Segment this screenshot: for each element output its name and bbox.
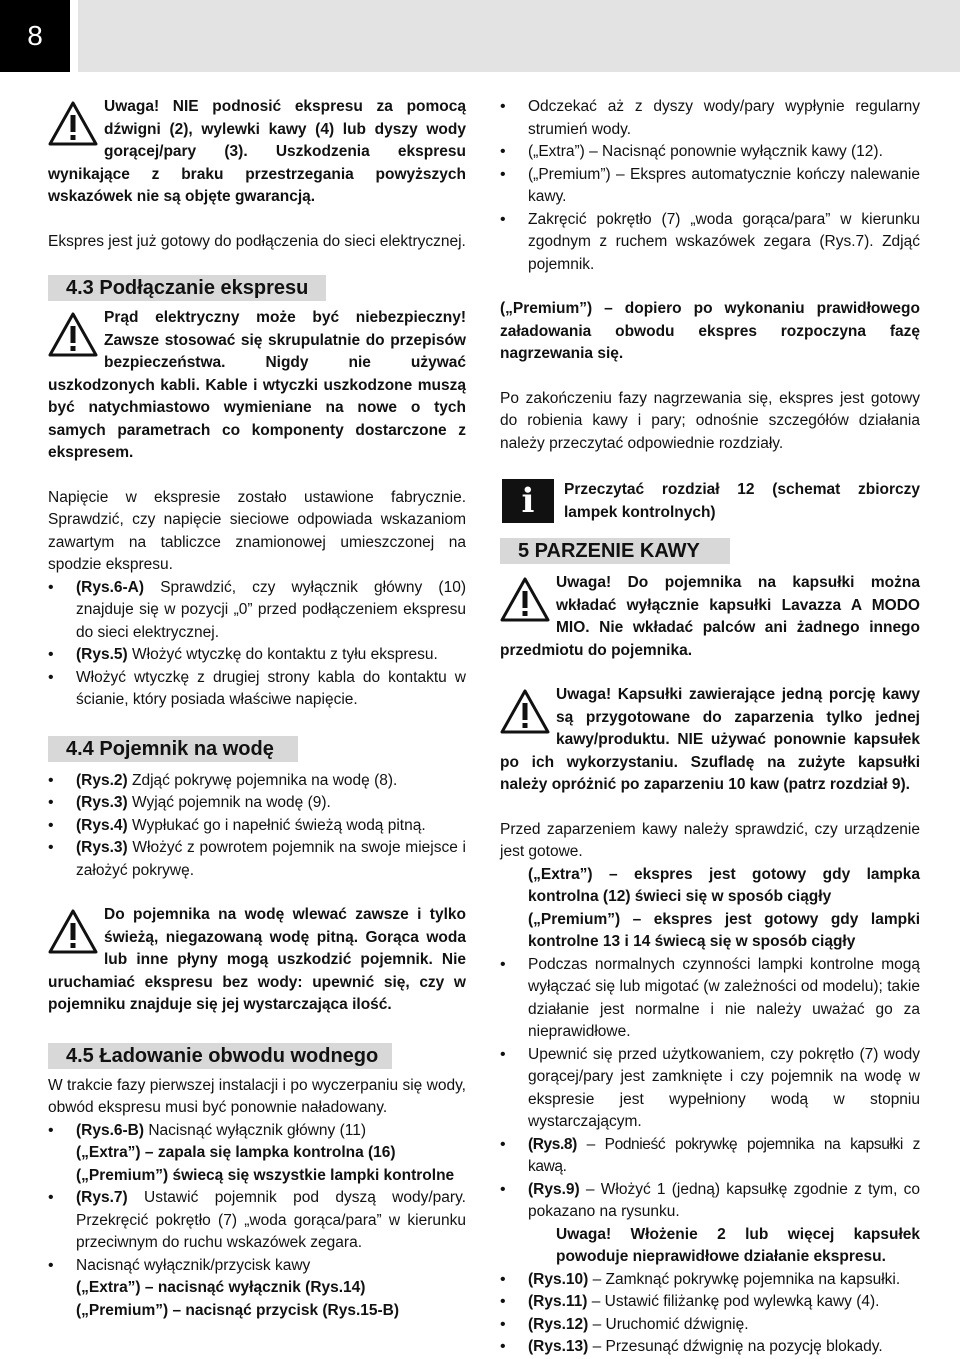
list-item: • (Rys.7) Ustawić pojemnik pod dyszą wody/pary. Przekręcić pokrętło (7) „woda gorąca/para” w kierunku przeciwnym do ruchu wskazówek zegara.	[48, 1187, 466, 1255]
list-item: • (Rys.5) Włożyć wtyczkę do kontaktu z tyłu ekspresu.	[48, 644, 466, 667]
section-4-3-heading: 4.3 Podłączanie ekspresu	[48, 275, 326, 301]
extra-ready-text: („Extra”) – ekspres jest gotowy gdy lampka kontrolna (12) świeci się w sposób ciągły	[528, 865, 920, 905]
warning-text: Uwaga! NIE podnosić ekspresu za pomocą dźwigni (2), wylewki kawy (4) lub dyszy wody gorącej/pary (3). Uszkodzenia ekspresu wynikające z braku przestrzegania powyższych wskazówek nie są objęte gwarancją.	[48, 98, 466, 205]
circuit-list	[48, 1120, 466, 1323]
list-item: • (Rys.2) Zdjąć pokrywę pojemnika na wodę (8).	[48, 770, 466, 793]
premium-ready-text: („Premium”) – ekspres jest gotowy gdy lampki kontrolne 13 i 14 świecą się w sposób ciągły	[528, 910, 920, 950]
warning-icon	[500, 576, 550, 622]
warning-lever	[48, 96, 466, 209]
list-item: • (Rys.4) Wypłukać go i napełnić świeżą wodą pitną.	[48, 815, 466, 838]
warning-single-use	[500, 684, 920, 797]
list-item: • (Rys.3) Włożyć z powrotem pojemnik na swoje miejsce i założyć pokrywę.	[48, 837, 466, 882]
list-item: • (Rys.11) – Ustawić filiżankę pod wylewką kawy (4).	[500, 1291, 920, 1314]
warning-icon	[500, 688, 550, 734]
warning-capsules	[500, 572, 920, 662]
warning-text: Uwaga! Do pojemnika na kapsułki można wkładać wyłącznie kapsułki Lavazza A MODO MIO. Nie wkładać palców ani żadnego innego przedmiotu do pojemnika.	[500, 574, 920, 659]
list-item: • Zakręcić pokrętło (7) „woda gorąca/para” w kierunku zgodnym z ruchem wskazówek zegara (Rys.7). Zdjąć pojemnik.	[500, 209, 920, 277]
warning-water	[48, 904, 466, 1017]
info-icon: i	[502, 479, 554, 523]
list-item: • (Rys.8) – Podnieść pokrywkę pojemnika na kapsułki z kawą.	[500, 1134, 920, 1179]
water-tank-list	[48, 770, 466, 883]
connect-list	[48, 577, 466, 712]
list-item: • Odczekać aż z dyszy wody/pary wypłynie regularny strumień wody.	[500, 96, 920, 141]
brew-list-end	[500, 1269, 920, 1359]
warning-text: Uwaga! Kapsułki zawierające jedną porcję kawy są przygotowane do zaparzenia tylko jednej kawy/produktu. NIE używać ponownie kapsułek po ich wykorzystaniu. Szufladę na zużyte kapsułki należy opróżnić po zaparzeniu 10 kaw (patrz rozdział 9).	[500, 686, 920, 793]
warning-icon	[48, 311, 98, 357]
info-note	[500, 479, 920, 524]
list-item: • (Rys.13) – Przesunąć dźwignię na pozycję blokady.	[500, 1336, 920, 1359]
list-item: • (Rys.6-B) Nacisnąć wyłącznik główny (11) („Extra”) – zapala się lampka kontrolna (16) („Premium”) świecą się wszystkie lampki kontrolne	[48, 1120, 466, 1188]
list-item: • (Rys.10) – Zamknąć pokrywkę pojemnika na kapsułki.	[500, 1269, 920, 1292]
list-item: • Upewnić się przed użytkowaniem, czy pokrętło (7) wody gorącej/pary jest zamknięte i czy pojemnik na wodę w ekspresie jest wypełniony wodą w stopniu wystarczającym.	[500, 1044, 920, 1134]
list-item: • (Rys.6-A) Sprawdzić, czy wyłącznik główny (10) znajduje się w pozycji „0” przed podłączeniem ekspresu do sieci elektrycznej.	[48, 577, 466, 645]
page-number: 8	[0, 0, 70, 72]
list-item: • (Rys.12) – Uruchomić dźwignię.	[500, 1314, 920, 1337]
section-4-5-heading: 4.5 Ładowanie obwodu wodnego	[48, 1043, 392, 1069]
header-bar	[78, 0, 960, 72]
brew-list	[500, 954, 920, 1224]
list-item: • („Extra”) – Nacisnąć ponownie wyłącznik kawy (12).	[500, 141, 920, 164]
list-item-premium: • („Premium”) – Ekspres automatycznie kończy nalewanie kawy.	[500, 164, 920, 209]
list-item: • Podczas normalnych czynności lampki kontrolne mogą wyłączać się lub migotać (w zależności od modelu); takie działanie jest normalne i nie należy uważać go za nieprawidłowe.	[500, 954, 920, 1044]
ready-text: Ekspres jest już gotowy do podłączenia do sieci elektrycznej.	[48, 232, 466, 250]
section-4-4-heading: 4.4 Pojemnik na wodę	[48, 736, 298, 762]
before-text: Przed zaparzeniem kawy należy sprawdzić, czy urządzenie jest gotowe.	[500, 820, 920, 860]
list-item: • Włożyć wtyczkę z drugiej strony kabla do kontaktu w ścianie, który posiada właściwe napięcie.	[48, 667, 466, 712]
voltage-text: Napięcie w ekspresie zostało ustawione fabrycznie. Sprawdzić, czy napięcie sieciowe odpowiada wskazaniom zawartym na tabliczce znamionowej umieszczonej na spodzie ekspresu.	[48, 488, 466, 573]
left-column	[48, 96, 466, 1322]
intro-text: W trakcie fazy pierwszej instalacji i po wyczerpaniu się wody, obwód ekspresu musi być ponownie naładowany.	[48, 1076, 466, 1116]
section-5-heading: 5 PARZENIE KAWY	[500, 538, 730, 564]
info-text: Przeczytać rozdział 12 (schemat zbiorczy lampek kontrolnych)	[564, 481, 920, 521]
end-heat-text: Po zakończeniu fazy nagrzewania się, ekspres jest gotowy do robienia kawy i pary; odnośnie szczegółów działania należy przeczytać odpowiednie rozdziały.	[500, 389, 920, 452]
circuit-continue-list	[500, 96, 920, 276]
warning-capsule-count: Uwaga! Włożenie 2 lub więcej kapsułek powoduje nieprawidłowe działanie ekspresu.	[556, 1225, 920, 1265]
premium-heat-text: („Premium”) – dopiero po wykonaniu prawidłowego załadowania obwodu ekspres rozpoczyna fazę nagrzewania się.	[500, 300, 920, 362]
right-column	[500, 96, 920, 1359]
warning-icon	[48, 100, 98, 146]
warning-text: Prąd elektryczny może być niebezpieczny! Zawsze stosować się skrupulatnie do przepisów bezpieczeństwa. Nigdy nie używać uszkodzonych kabli. Kable i wtyczki uszkodzone muszą być natychmiastowo wymieniane na nowe o tych samych parametrach co komponenty dostarczone z ekspresem.	[48, 309, 466, 461]
list-item: • (Rys.9) – Włożyć 1 (jedną) kapsułkę zgodnie z tym, co pokazano na rysunku.	[500, 1179, 920, 1224]
list-item: • Nacisnąć wyłącznik/przycisk kawy („Extra”) – nacisnąć wyłącznik (Rys.14) („Premium”) – nacisnąć przycisk (Rys.15-B)	[48, 1255, 466, 1323]
list-item: • (Rys.3) Wyjąć pojemnik na wodę (9).	[48, 792, 466, 815]
warning-text: Do pojemnika na wodę wlewać zawsze i tylko świeżą, niegazowaną wodę pitną. Gorąca woda lub inne płyny mogą uszkodzić pojemnik. Nie uruchamiać ekspresu bez wody: upewnić się, czy w pojemniku znajduje się jej wystarczająca ilość.	[48, 906, 466, 1013]
warning-icon	[48, 908, 98, 954]
warning-electric	[48, 307, 466, 465]
